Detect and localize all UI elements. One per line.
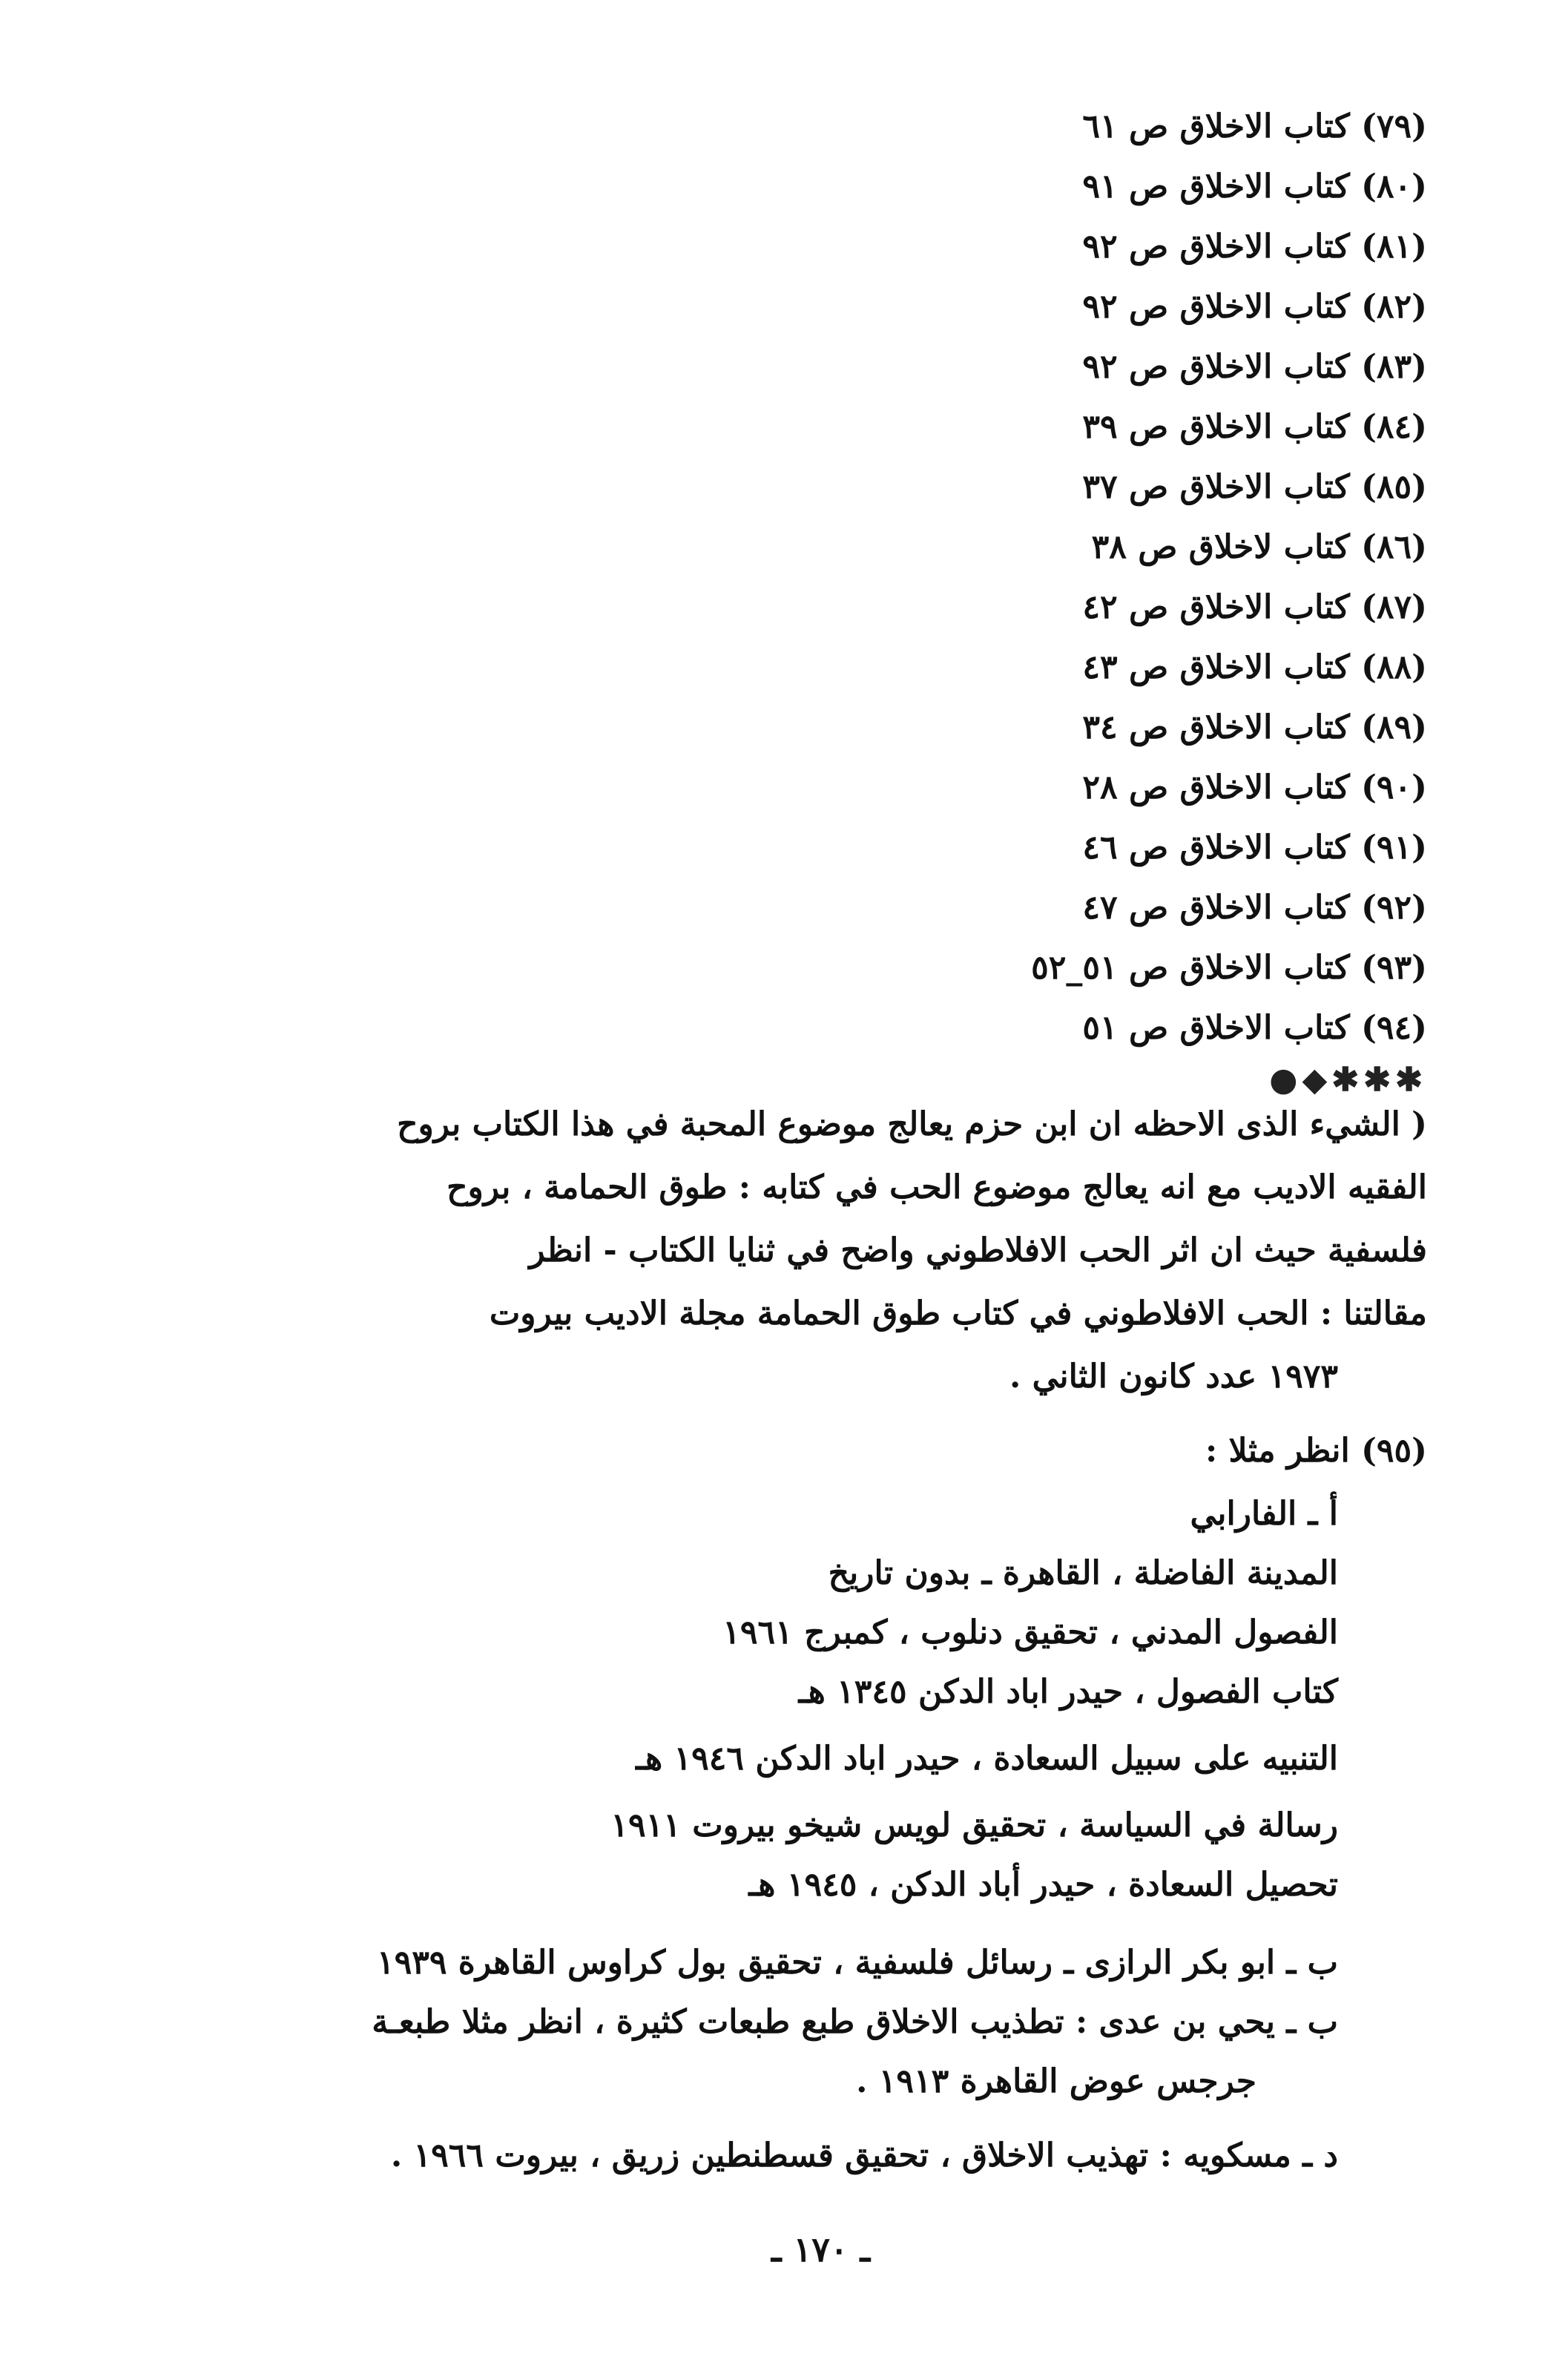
footnote-92: (٩٢) كتاب الاخلاق ص ٤٧ <box>1082 889 1427 927</box>
footnote-87: (٨٧) كتاب الاخلاق ص ٤٢ <box>1082 588 1427 626</box>
farabi-work: رسالة في السياسة ، تحقيق لويس شيخو بيروت ١٩١١ <box>610 1806 1338 1844</box>
paragraph-line: فلسفية حيث ان اثر الحب الافلاطوني واضح في ثنايا الكتاب - انظر <box>529 1232 1427 1269</box>
reference-miskawayh: د ـ مسكويه : تهذيب الاخلاق ، تحقيق قسطنطين زريق ، بيروت ١٩٦٦ . <box>390 2137 1338 2174</box>
page-number: ـ ١٧٠ ـ <box>771 2229 871 2269</box>
footnote-83: (٨٣) كتاب الاخلاق ص ٩٢ <box>1082 348 1427 386</box>
footnote-94: (٩٤) كتاب الاخلاق ص ٥١ <box>1082 1009 1427 1047</box>
footnote-84: (٨٤) كتاب الاخلاق ص ٣٩ <box>1082 408 1427 446</box>
footnote-79: (٧٩) كتاب الاخلاق ص ٦١ <box>1082 108 1427 145</box>
paragraph-line: ١٩٧٣ عدد كانون الثاني . <box>1009 1358 1338 1395</box>
footnote-88: (٨٨) كتاب الاخلاق ص ٤٣ <box>1082 648 1427 686</box>
footnote-91: (٩١) كتاب الاخلاق ص ٤٦ <box>1082 829 1427 867</box>
footnote-81: (٨١) كتاب الاخلاق ص ٩٢ <box>1082 228 1427 266</box>
footnote-82: (٨٢) كتاب الاخلاق ص ٩٢ <box>1082 288 1427 326</box>
footnote-80: (٨٠) كتاب الاخلاق ص ٩١ <box>1082 168 1427 206</box>
paragraph-line: الفقيه الاديب مع انه يعالج موضوع الحب في كتابه : طوق الحمامة ، بروح <box>447 1168 1427 1206</box>
separator-ornament: ●◆✱✱✱ <box>1269 1061 1427 1099</box>
farabi-work: كتاب الفصول ، حيدر اباد الدكن ١٣٤٥ هـ <box>798 1673 1338 1711</box>
paragraph-line: مقالتنا : الحب الافلاطوني في كتاب طوق الحمامة مجلة الاديب بيروت <box>489 1295 1427 1332</box>
footnote-86: (٨٦) كتاب لاخلاق ص ٣٨ <box>1091 528 1427 566</box>
footnote-95: (٩٥) انظر مثلا : <box>1205 1432 1427 1470</box>
reference-yahya-cont: جرجس عوض القاهرة ١٩١٣ . <box>856 2062 1256 2100</box>
footnote-85: (٨٥) كتاب الاخلاق ص ٣٧ <box>1082 468 1427 506</box>
farabi-heading: أ ـ الفارابي <box>1190 1495 1338 1533</box>
farabi-work: الفصول المدني ، تحقيق دنلوب ، كمبرج ١٩٦١ <box>722 1614 1338 1651</box>
farabi-work: التنبيه على سبيل السعادة ، حيدر اباد الدكن ١٩٤٦ هـ <box>636 1740 1338 1778</box>
farabi-work: تحصيل السعادة ، حيدر أباد الدكن ، ١٩٤٥ هـ <box>748 1866 1338 1904</box>
reference-yahya: ب ـ يحي بن عدى : تطذيب الاخلاق طبع طبعات كثيرة ، انظر مثلا طبعـة <box>372 2003 1338 2041</box>
paragraph-line: ( الشيء الذى الاحظه ان ابن حزم يعالج موضوع المحبة في هذا الكتاب بروح <box>397 1105 1427 1143</box>
footnote-89: (٨٩) كتاب الاخلاق ص ٣٤ <box>1082 708 1427 746</box>
footnote-93: (٩٣) كتاب الاخلاق ص ٥١_٥٢ <box>1031 949 1427 987</box>
reference-razi: ب ـ ابو بكر الرازى ـ رسائل فلسفية ، تحقيق بول كراوس القاهرة ١٩٣٩ <box>376 1944 1338 1982</box>
footnote-90: (٩٠) كتاب الاخلاق ص ٢٨ <box>1082 769 1427 806</box>
farabi-work: المدينة الفاضلة ، القاهرة ـ بدون تاريخ <box>828 1554 1338 1592</box>
